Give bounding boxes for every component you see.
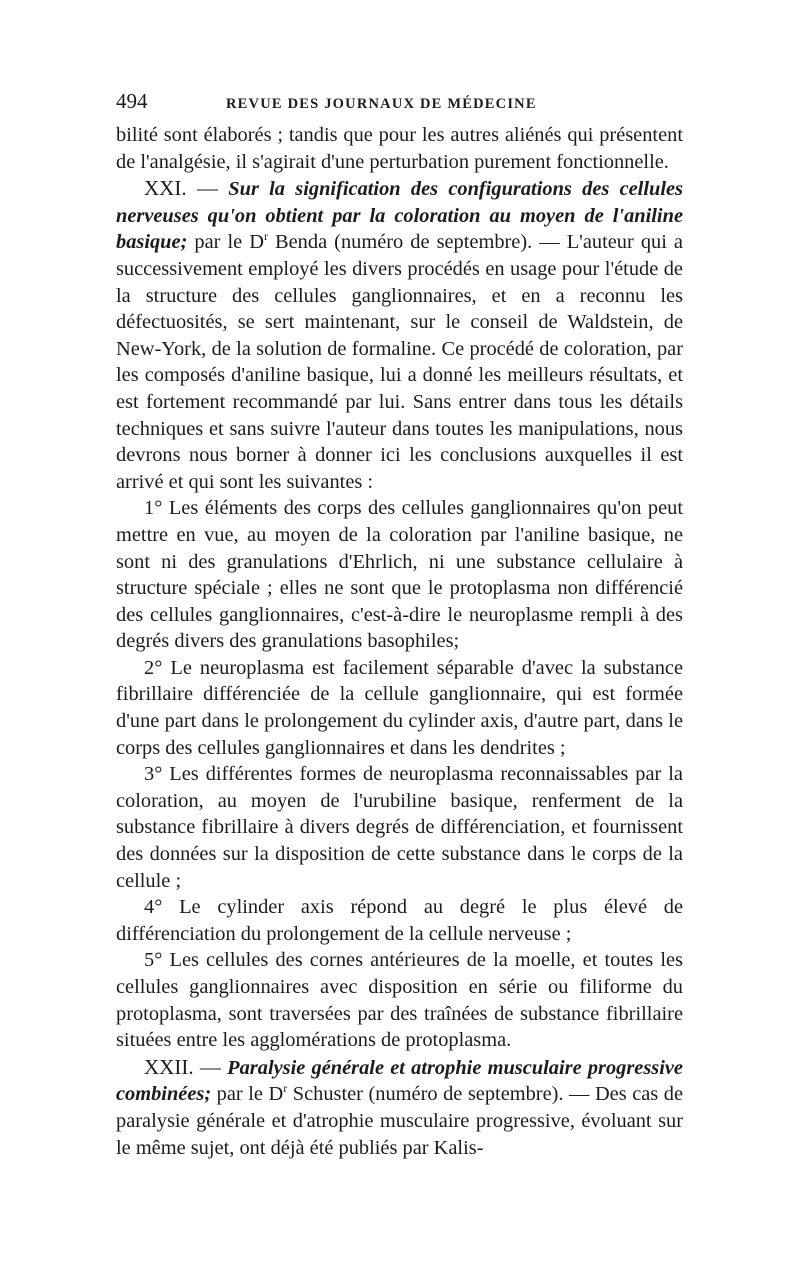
page-header: [116, 88, 683, 112]
paragraph-continuation: bilité sont élaborés ; tandis que pour les autres aliénés qui présentent de l'analgésie, il s'agirait d'une perturbation purement fonctionnelle.: [116, 124, 683, 173]
section-xxi: [116, 175, 683, 495]
conclusion-4: 4° Le cylinder axis répond au degré le plus élevé de différenciation du prolongement de la cellule nerveuse ;: [116, 896, 683, 945]
author-prefix: par le D: [216, 1083, 284, 1106]
conclusion-2: 2° Le neuroplasma est facilement séparable d'avec la substance fibrillaire différenciée de la cellule ganglionnaire, qui est formée d'une part dans le prolongement du cylinder axis, d'autre part, dans le corps des cellules ganglionnaires et dans les dendrites ;: [116, 656, 683, 759]
article-title: Paralysie générale et atrophie musculaire progressive combinées;: [116, 1056, 683, 1106]
author-superscript: r: [283, 1081, 288, 1096]
section-xxii: [116, 1054, 683, 1161]
page-number: 494: [116, 89, 148, 113]
section-number: XXI. —: [144, 176, 218, 201]
author-superscript: r: [263, 229, 268, 244]
author-prefix: par le D: [194, 231, 264, 254]
section-number: XXII. —: [144, 1054, 221, 1079]
document-page: [116, 88, 683, 1161]
conclusion-3: 3° Les différentes formes de neuroplasma reconnaissables par la coloration, au moyen de l'urubiline basique, renferment de la substance fibrillaire à divers degrés de différenciation, et fournissent des données sur la disposition de cette substance dans le corps de la cellule ;: [116, 763, 683, 892]
conclusion-1: 1° Les éléments des corps des cellules ganglionnaires qu'on peut mettre en vue, au moyen de la coloration par l'aniline basique, ne sont ni des granulations d'Ehrlich, ni une substance cellulaire à structure spéciale ; elles ne sont que le protoplasma non différencié des cellules ganglionnaires, c'est-à-dire le neuroplasme rempli à des degrés divers des granulations basophiles;: [116, 497, 683, 653]
running-title: REVUE DES JOURNAUX DE MÉDECINE: [226, 96, 537, 112]
section-body: Schuster (numéro de septembre). — Des cas de paralysie générale et d'atrophie musculaire progressive, évoluant sur le même sujet, ont déjà été publiés par Kalis-: [116, 1083, 683, 1159]
conclusion-5: 5° Les cellules des cornes antérieures de la moelle, et toutes les cellules ganglionnaires avec disposition en série ou filiforme du protoplasma, sont traversées par des traînées de substance fibrillaire situées entre les agglomérations de protoplasma.: [116, 949, 683, 1052]
article-title: Sur la signification des configurations des cellules nerveuses qu'on obtient par la coloration au moyen de l'aniline basique;: [116, 178, 683, 254]
section-body: Benda (numéro de septembre). — L'auteur qui a successivement employé les divers procédés en usage pour l'étude de la structure des cellules ganglionnaires, et en a reconnu les défectuosités, se sert maintenant, sur le conseil de Waldstein, de New-York, de la solution de formaline. Ce procédé de coloration, par les composés d'aniline basique, lui a donné les meilleurs résultats, et est fortement recommandé par lui. Sans entrer dans tous les détails techniques et sans suivre l'auteur dans toutes les manipulations, nous devrons nous borner à donner ici les conclusions auxquelles il est arrivé et qui sont les suivantes :: [116, 231, 683, 493]
